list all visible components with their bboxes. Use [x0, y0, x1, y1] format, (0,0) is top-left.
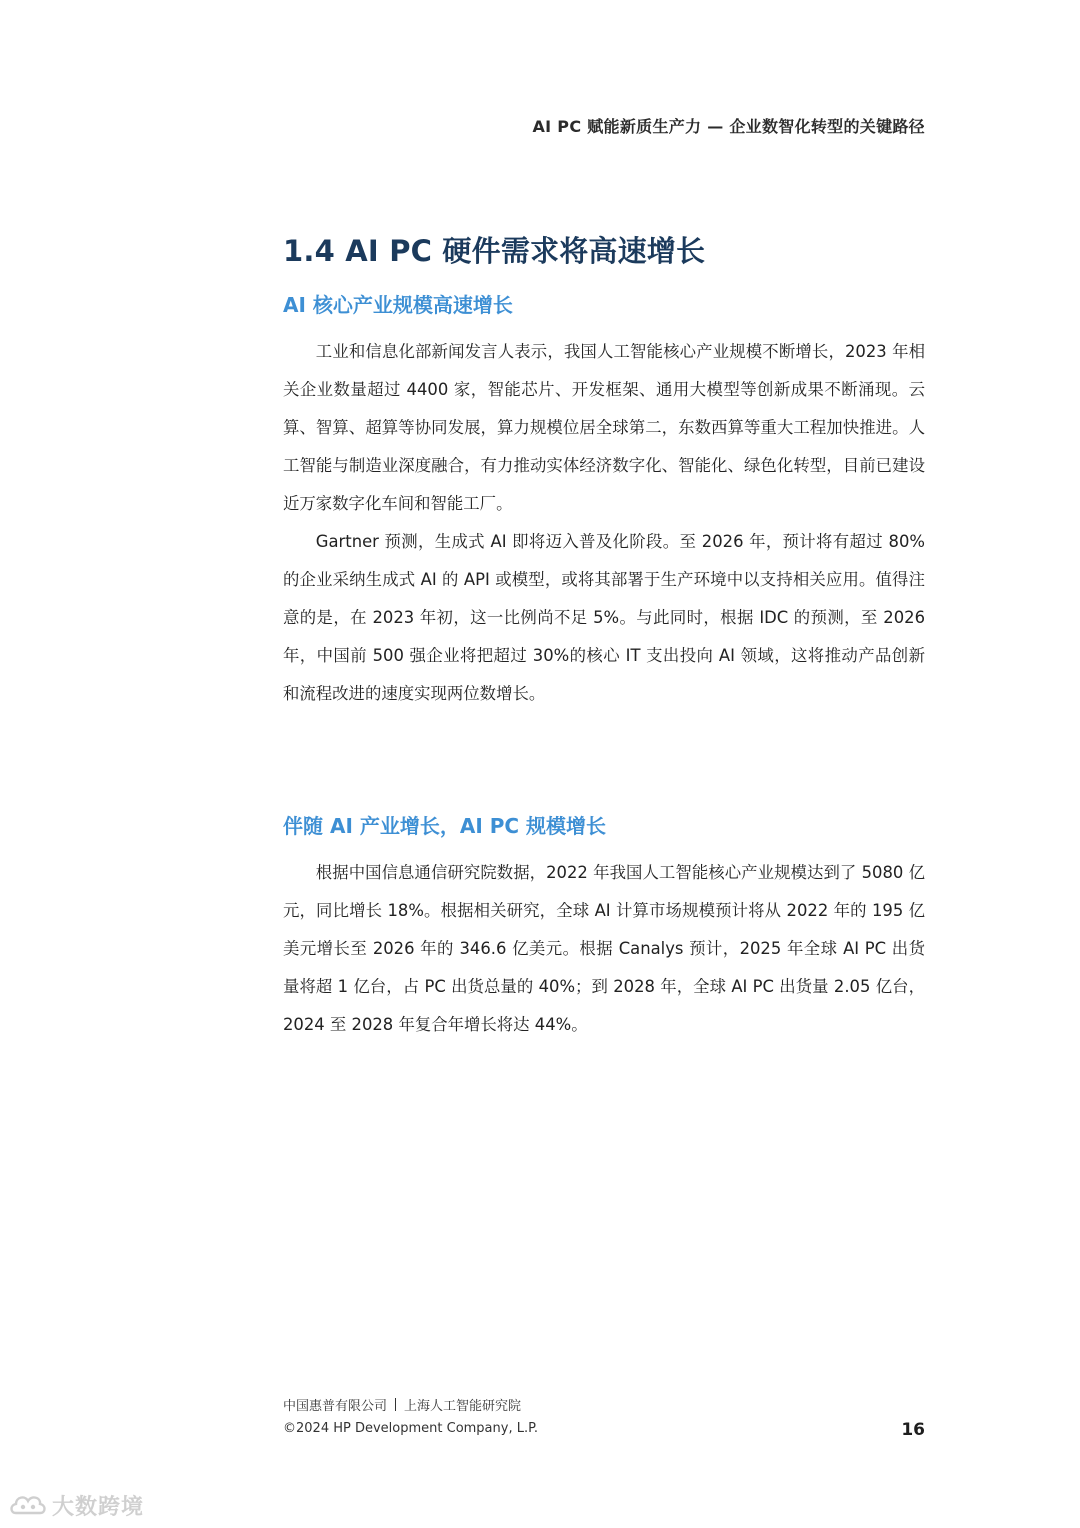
- footer-separator: [395, 1398, 396, 1411]
- subsection-heading: AI 核心产业规模高速增长: [283, 293, 513, 317]
- subsection-heading: 伴随 AI 产业增长，AI PC 规模增长: [283, 814, 607, 838]
- watermark: [8, 1490, 144, 1521]
- footer-org-secondary: 上海人工智能研究院: [404, 1399, 522, 1414]
- footer-org-primary: 中国惠普有限公司: [283, 1399, 388, 1414]
- body-paragraph: 根据中国信息通信研究院数据，2022 年我国人工智能核心产业规模达到了 5080 亿元，同比增长 18%。根据相关研究，全球 AI 计算市场规模预计将从 2022 年的 195 亿美元增长至 2026 年的 346.6 亿美元。根据 Canalys 预计，2025 年全球 AI PC 出货量将超 1 亿台，占 PC 出货总量的 40%；到 2028 年，全球 AI PC 出货量 2.05 亿台，2024 至 2028 年复合年增长将达 44%。: [283, 863, 925, 1034]
- main-content: [283, 228, 925, 1044]
- watermark-text: 大数跨境: [52, 1495, 145, 1520]
- page-number: 16: [901, 1420, 925, 1440]
- page-footer: [283, 1396, 538, 1440]
- footer-copyright: ©2024 HP Development Company, L.P.: [283, 1421, 539, 1436]
- body-paragraph: Gartner 预测，生成式 AI 即将迈入普及化阶段。至 2026 年，预计将有超过 80%的企业采纳生成式 AI 的 API 或模型，或将其部署于生产环境中以支持相关应用。值得注意的是，在 2023 年初，这一比例尚不足 5%。与此同时，根据 IDC 的预测，至 2026 年，中国前 500 强企业将把超过 30%的核心 IT 支出投向 AI 领域，这将推动产品创新和流程改进的速度实现两位数增长。: [283, 532, 925, 703]
- running-header: AI PC 赋能新质生产力 — 企业数智化转型的关键路径: [532, 117, 925, 136]
- body-paragraph: 工业和信息化部新闻发言人表示，我国人工智能核心产业规模不断增长，2023 年相关企业数量超过 4400 家，智能芯片、开发框架、通用大模型等创新成果不断涌现。云算、智算、超算等协同发展，算力规模位居全球第二，东数西算等重大工程加快推进。人工智能与制造业深度融合，有力推动实体经济数字化、智能化、绿色化转型，目前已建设近万家数字化车间和智能工厂。: [283, 342, 925, 513]
- section-title: 1.4 AI PC 硬件需求将高速增长: [283, 234, 706, 268]
- footer-organizations: [283, 1396, 538, 1418]
- cloud-logo-icon: [8, 1491, 48, 1521]
